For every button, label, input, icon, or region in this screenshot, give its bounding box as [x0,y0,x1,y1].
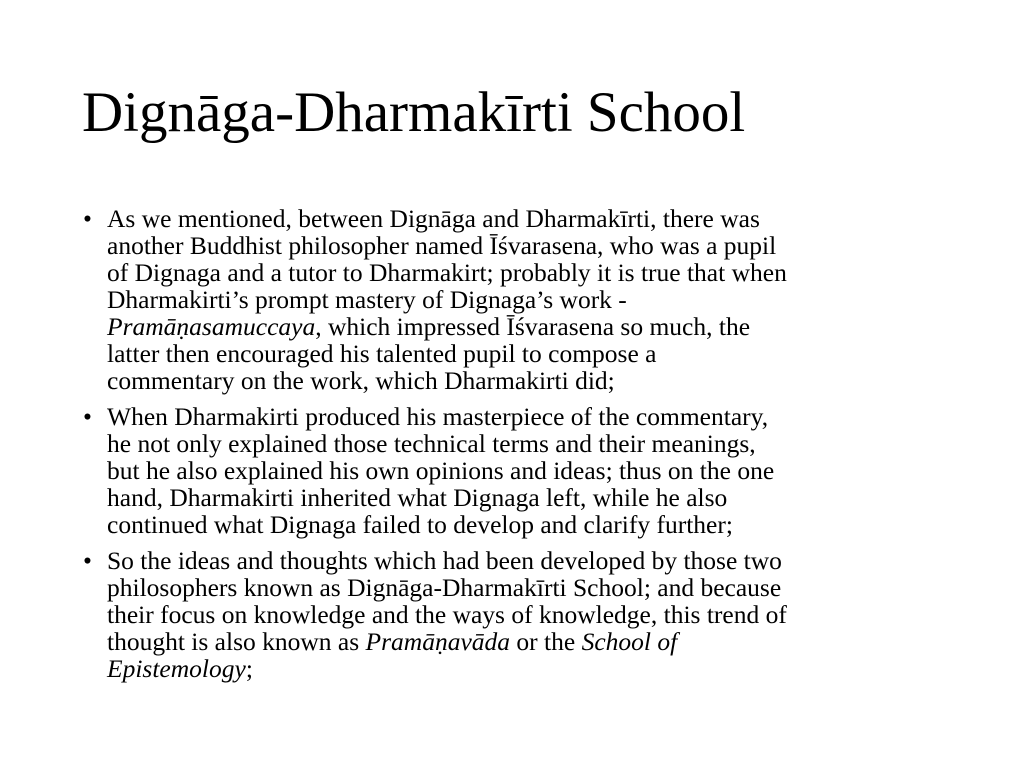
bullet-icon: • [83,204,92,233]
text-run: he not only explained those technical terms and their meanings, [107,429,756,458]
text-line [107,232,945,259]
text-run: thought is also known as [107,627,366,656]
text-run: of Dignaga and a tutor to Dharmakirt; probably it is true that when [107,258,787,287]
text-line [107,574,945,601]
bullet-list [83,205,945,691]
italic-term: Epistemology [107,654,246,683]
text-run: their focus on knowledge and the ways of knowledge, this trend of [107,600,787,629]
text-line [107,367,945,394]
text-line [107,547,945,574]
text-run: latter then encouraged his talented pupil to compose a [107,339,657,368]
italic-term: Pramāṇavāda [365,627,511,656]
bullet-icon: • [83,402,92,431]
text-run: hand, Dharmakirti inherited what Dignaga left, while he also [107,483,728,512]
text-run: another Buddhist philosopher named Īśvarasena, who was a pupil [107,231,777,260]
text-run: philosophers known as Dignāga-Dharmakīrti School; and because [107,573,782,602]
text-line [107,655,945,682]
bullet-item [83,205,945,394]
text-line [107,286,945,313]
italic-term: School of [581,627,678,656]
slide-title: Dignāga-Dharmakīrti School [82,81,746,144]
bullet-item [83,547,945,682]
text-line [107,403,945,430]
text-run: ; [245,654,253,683]
text-run: As we mentioned, between Dignāga and Dharmakīrti, there was [107,204,760,233]
text-line [107,601,945,628]
text-run: or the [510,627,582,656]
italic-term: Pramāṇasamuccaya [107,312,316,341]
text-line [107,313,945,340]
text-run: When Dharmakirti produced his masterpiece of the commentary, [107,402,769,431]
text-run: , which impressed Īśvarasena so much, the [315,312,751,341]
bullet-icon: • [83,546,92,575]
text-run: but he also explained his own opinions and ideas; thus on the one [107,456,775,485]
bullet-item [83,403,945,538]
text-run: continued what Dignaga failed to develop and clarify further; [107,510,733,539]
text-line [107,511,945,538]
text-run: So the ideas and thoughts which had been developed by those two [107,546,782,575]
text-line [107,205,945,232]
text-line [107,628,945,655]
text-line [107,340,945,367]
text-run: commentary on the work, which Dharmakirti did; [107,366,615,395]
text-line [107,430,945,457]
text-line [107,457,945,484]
text-line [107,484,945,511]
text-line [107,259,945,286]
text-run: Dharmakirti’s prompt mastery of Dignaga’s work - [107,285,627,314]
